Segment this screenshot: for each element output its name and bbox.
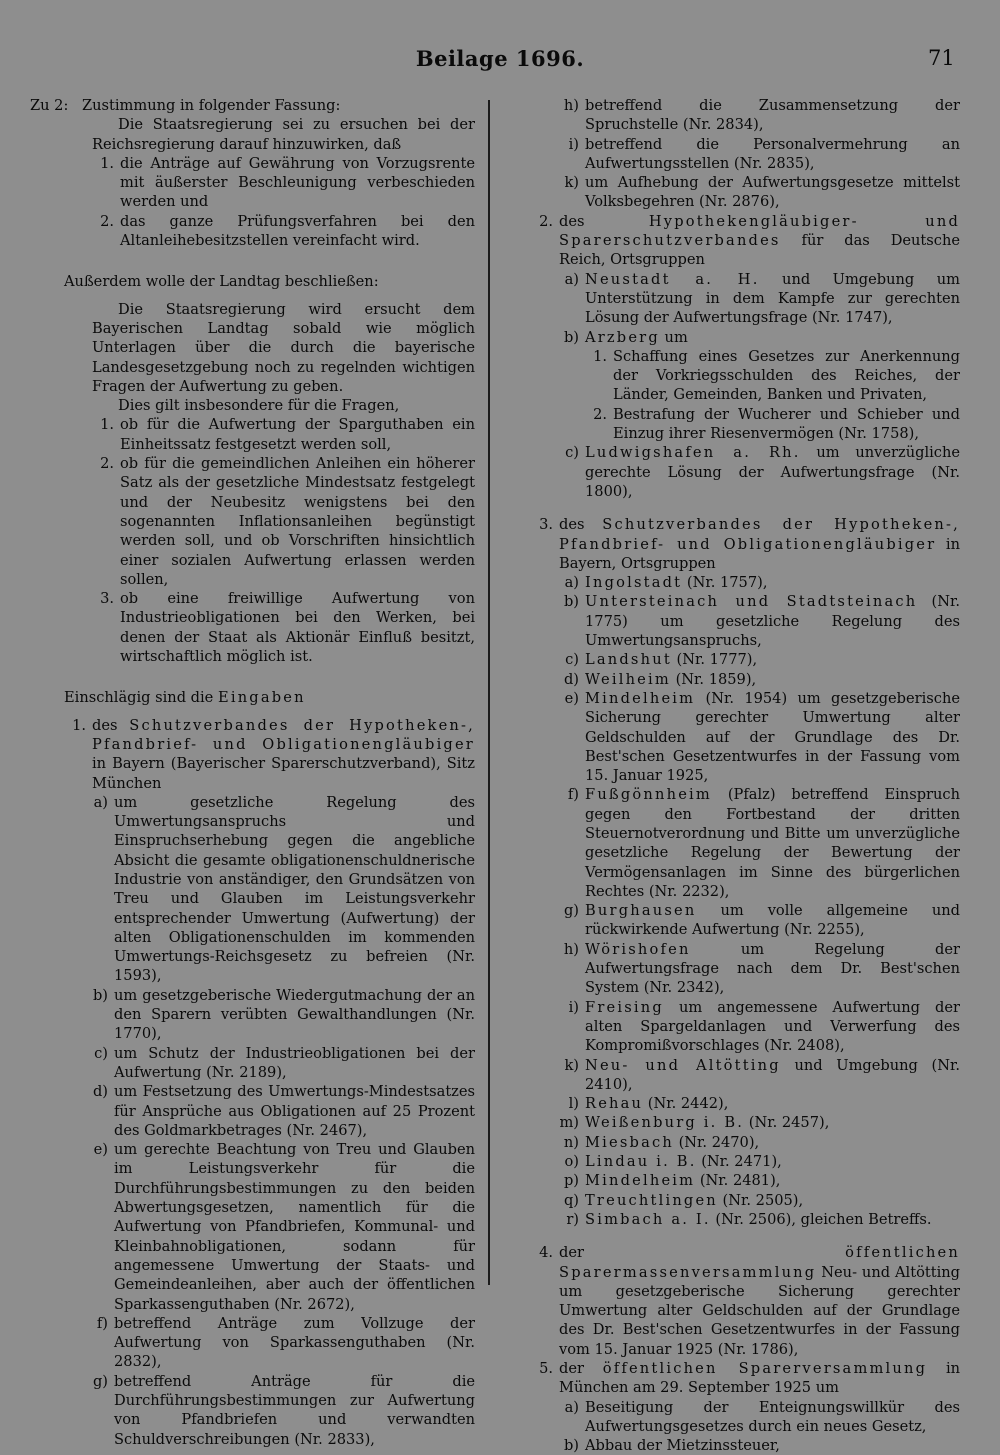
zu2-intro: Die Staatsregierung sei zu ersuchen bei der Reichsregierung darauf hinzuwirken, daß xyxy=(92,116,475,153)
item-number: 1. xyxy=(100,416,114,434)
item-letter: i) xyxy=(568,135,579,153)
eingabe-post: für das Deutsche Reich, Ortsgruppen xyxy=(559,232,960,269)
item-text xyxy=(585,1210,960,1229)
place-name: Untersteinach und Stadtsteinach xyxy=(585,593,918,611)
place-name: Miesbach xyxy=(585,1133,674,1151)
place-name: Mindelheim xyxy=(585,1172,696,1190)
item-letter: c) xyxy=(565,651,579,669)
item-text: betreffend Anträge zum Vollzuge der Aufwertung von Sparkassenguthaben (Nr. 2832), xyxy=(114,1314,475,1371)
item-number: 1. xyxy=(100,154,114,172)
item-text: betreffend Anträge für die Durchführungsbestimmungen zur Aufwertung von Pfandbriefen und verwandten Schuldverschreibungen (Nr. 2833), xyxy=(114,1372,475,1448)
item-letter: b) xyxy=(563,1437,579,1455)
einschlaegig-word: Eingaben xyxy=(217,689,306,707)
item-desc: um xyxy=(664,328,688,346)
eingabe-item xyxy=(555,901,960,940)
eingabe-post: Neu- und Altötting um gesetzgeberische Sicherung gerechter Umwertung alter Geldschulden auf der Grundlage des Dr. Best'schen Gesetzentwurfes in der Fassung vom 15. Januar 1925 (Nr. 1786), xyxy=(559,1263,960,1358)
item-text xyxy=(585,270,960,328)
page-number: 71 xyxy=(928,46,955,70)
item-letter: l) xyxy=(568,1095,579,1113)
eingabe-item xyxy=(555,785,960,901)
item-text: betreffend die Zusammensetzung der Spruchstelle (Nr. 2834), xyxy=(585,97,960,134)
eingabe-number: 4. xyxy=(539,1244,553,1262)
place-name: Freising xyxy=(585,998,664,1016)
item-letter: q) xyxy=(563,1191,579,1209)
item-desc: (Nr. 1757), xyxy=(686,574,768,592)
item-text: Bestrafung der Wucherer und Schieber und Einzug ihrer Riesenvermögen (Nr. 1758), xyxy=(613,405,960,443)
item-text xyxy=(585,592,960,650)
staatsreg-text: Die Staatsregierung wird ersucht dem Bayerischen Landtag sobald wie möglich Unterlagen über die durch die bayerische Landesgesetzgebung noch zu regelnden wichtigen Fragen der Aufwertung zu geben. xyxy=(92,300,475,395)
place-name: Ludwigshafen a. Rh. xyxy=(585,444,801,462)
item-number: 2. xyxy=(100,212,114,230)
eingabe-text xyxy=(559,1359,960,1398)
item-letter: k) xyxy=(564,174,579,192)
eingabe-pre: des xyxy=(559,212,585,230)
eingabe-item xyxy=(555,1094,960,1113)
item-letter: b) xyxy=(563,328,579,346)
eingabe-item xyxy=(555,270,960,328)
ausserdem-text: Außerdem wolle der Landtag beschließen: xyxy=(64,273,379,291)
frage-item xyxy=(30,589,475,666)
place-name: Ingolstadt xyxy=(585,574,683,592)
zu2-heading-text: Zustimmung in folgender Fassung: xyxy=(82,97,341,114)
sub-item xyxy=(555,347,960,405)
eingabe-1 xyxy=(30,716,475,793)
item-text xyxy=(585,901,960,940)
eingabe-item xyxy=(555,592,960,650)
eingabe-number: 3. xyxy=(539,516,553,534)
place-name: Weißenburg i. B. xyxy=(585,1114,745,1132)
item-letter: o) xyxy=(564,1153,579,1171)
item-text: die Anträge auf Gewährung von Vorzugsrente mit äußerster Beschleunigung verbeschieden werden und xyxy=(120,154,475,211)
item-letter: k) xyxy=(564,1056,579,1074)
item-number: 3. xyxy=(100,590,114,608)
item-letter: h) xyxy=(563,97,579,114)
item-desc: (Nr. 2457), xyxy=(748,1114,830,1132)
eingabe-text xyxy=(559,1243,960,1359)
item-text xyxy=(585,1056,960,1095)
item-desc: um unverzügliche gerechte Lösung der Aufwertungsfrage (Nr. 1800), xyxy=(585,444,960,500)
place-name: Burghausen xyxy=(585,902,697,920)
item-text xyxy=(585,1113,960,1132)
place-name: Neustadt a. H. xyxy=(585,270,760,288)
item-letter: d) xyxy=(563,670,579,688)
item-text: um gerechte Beachtung von Treu und Glauben im Leistungsverkehr für die Durchführungsbestimmungen zu den beiden Abwertungsgesetzen, namentlich für die Aufwertung von Pfandbriefen, Kommunal- und Kleinbahnobligationen, sodann für angemessene Umwertung der Staats- und Gemeindeanleihen, aber auch der öffentlichen Sparkassenguthaben (Nr. 2672), xyxy=(114,1141,475,1313)
place-name: Landshut xyxy=(585,651,672,669)
place-name: Rehau xyxy=(585,1095,644,1113)
item-text xyxy=(585,443,960,501)
eingabe-post: in München am 29. September 1925 um xyxy=(559,1360,961,1397)
eingabe-item xyxy=(30,1140,475,1314)
eingabe-number: 1. xyxy=(72,716,86,734)
item-letter: g) xyxy=(92,1372,108,1390)
item-letter: b) xyxy=(563,593,579,611)
eingabe-item xyxy=(30,1082,475,1140)
place-name: Arzberg xyxy=(585,328,660,346)
item-desc: (Nr. 2442), xyxy=(647,1095,729,1113)
item-text: Beseitigung der Enteignungswillkür des Aufwertungsgesetzes durch ein neues Gesetz, xyxy=(585,1398,960,1435)
item-desc: (Nr. 2506), gleichen Betreffs. xyxy=(715,1210,932,1228)
eingabe-3-list xyxy=(555,573,960,1229)
left-column xyxy=(30,96,475,1449)
item-text: ob eine freiwillige Aufwertung von Industrieobligationen bei den Werken, bei denen der Staat als Aktionär Einfluß besitzt, wirtschaftlich möglich ist. xyxy=(120,590,475,666)
eingabe-item xyxy=(555,443,960,501)
eingabe-item xyxy=(555,135,960,174)
eingabe-text xyxy=(92,716,475,793)
sub-item xyxy=(555,405,960,444)
item-letter: c) xyxy=(94,1044,108,1062)
item-letter: n) xyxy=(563,1133,579,1151)
item-text xyxy=(585,650,960,669)
item-letter: d) xyxy=(92,1083,108,1101)
eingabe-post: in Bayern, Ortsgruppen xyxy=(559,535,960,572)
item-text xyxy=(585,940,960,998)
item-letter: e) xyxy=(564,689,579,707)
item-desc: um volle allgemeine und rückwirkende Aufwertung (Nr. 2255), xyxy=(585,902,961,939)
eingabe-item xyxy=(555,1398,960,1437)
item-desc: um angemessene Aufwertung der alten Spargeldanlagen und Verwerfung des Kompromißvorschlages (Nr. 2408), xyxy=(585,998,960,1055)
place-name: Fußgönnheim xyxy=(585,786,712,804)
item-text: das ganze Prüfungsverfahren bei den Altanleihebesitzstellen vereinfacht wird. xyxy=(120,212,475,250)
item-letter: b) xyxy=(92,986,108,1004)
item-desc: (Nr. 2471), xyxy=(701,1153,782,1171)
item-desc: (Nr. 1859), xyxy=(675,670,757,688)
column-divider xyxy=(488,100,490,1285)
item-desc: (Nr. 2481), xyxy=(699,1172,781,1190)
item-text: Abbau der Mietzinssteuer, xyxy=(585,1437,780,1455)
eingabe-item xyxy=(555,670,960,689)
zu2-label: Zu 2: xyxy=(30,97,69,114)
place-name: Wörishofen xyxy=(585,940,691,958)
item-letter: g) xyxy=(563,902,579,920)
item-text: ob für die Aufwertung der Sparguthaben ein Einheitssatz festgesetzt werden soll, xyxy=(120,416,475,453)
item-text: Schaffung eines Gesetzes zur Anerkennung der Vorkriegsschulden des Reiches, der Länder, Gemeinden, Banken und Privaten, xyxy=(613,347,960,404)
eingabe-text xyxy=(559,212,960,270)
eingabe-2 xyxy=(531,212,960,270)
item-text xyxy=(585,1094,960,1113)
place-name: Treuchtlingen xyxy=(585,1191,718,1209)
eingabe-item xyxy=(555,1191,960,1210)
eingabe-item xyxy=(555,328,960,347)
item-number: 2. xyxy=(100,455,114,473)
item-letter: c) xyxy=(565,444,579,462)
eingabe-item xyxy=(555,1171,960,1190)
eingabe-item xyxy=(555,689,960,785)
item-text xyxy=(585,1171,960,1190)
item-letter: a) xyxy=(564,574,579,592)
item-text xyxy=(585,998,960,1056)
item-text xyxy=(585,1152,960,1171)
item-desc: (Nr. 1777), xyxy=(676,651,758,669)
eingabe-org-name: öffentlichen Sparermassenversammlung xyxy=(559,1244,960,1281)
eingabe-item xyxy=(555,1056,960,1095)
item-text: um Festsetzung des Umwertungs-Mindestsatzes für Ansprüche aus Obligationen auf 25 Prozent des Goldmarkbetrages (Nr. 2467), xyxy=(114,1083,475,1139)
item-text xyxy=(585,689,960,785)
item-desc: (Nr. 1954) um gesetzgeberische Sicherung gerechter Umwertung alter Geldschulden auf der Grundlage des Dr. Best'schen Gesetzentwurfes in der Fassung vom 15. Januar 1925, xyxy=(585,689,961,785)
zu2-item xyxy=(30,154,475,212)
place-name: Simbach a. I. xyxy=(585,1210,711,1228)
place-name: Neu- und Altötting xyxy=(585,1056,781,1074)
item-letter: a) xyxy=(564,1398,579,1416)
item-text xyxy=(585,328,960,347)
eingabe-text xyxy=(559,515,960,573)
eingabe-pre: des xyxy=(559,516,585,534)
eingabe-item xyxy=(555,650,960,669)
eingabe-org-name: Schutzverbandes der Hypotheken-, Pfandbrief- und Obligationengläubiger xyxy=(559,516,960,553)
eingabe-item xyxy=(30,1372,475,1449)
eingabe-5 xyxy=(531,1359,960,1398)
item-text xyxy=(585,1191,960,1210)
eingabe-item xyxy=(555,96,960,135)
einschlaegig-heading xyxy=(30,688,475,707)
eingabe-number: 5. xyxy=(539,1360,553,1377)
item-desc: und Umgebung um Unterstützung in dem Kampfe zur gerechten Lösung der Aufwertungsfrage (Nr. 1747), xyxy=(585,270,960,327)
item-text: um gesetzliche Regelung des Umwertungsanspruchs und Einspruchserhebung gegen die angebliche Absicht die gesamte obligationenschuldnerische Industrie von anständiger, den Grundsätzen von Treu und Glauben im Leistungsverkehr entsprechender Umwertung (Aufwertung) der alten Obligationenschulden im kommenden Umwertungs-Reichsgesetz zu befreien (Nr. 1593), xyxy=(114,793,475,985)
item-text: um Aufhebung der Aufwertungsgesetze mittelst Volksbegehren (Nr. 2876), xyxy=(585,174,960,211)
eingabe-item xyxy=(555,573,960,592)
item-letter: h) xyxy=(563,940,579,958)
eingabe-org-name: öffentlichen Sparerversammlung xyxy=(602,1360,928,1377)
eingabe-item xyxy=(555,1133,960,1152)
eingabe-org-name: Hypothekengläubiger- und Sparerschutzverbandes xyxy=(559,212,961,250)
item-desc: und Umgebung (Nr. 2410), xyxy=(585,1056,961,1093)
item-letter: e) xyxy=(93,1141,108,1159)
eingabe-item xyxy=(30,793,475,986)
eingabe-item xyxy=(555,1210,960,1229)
page-header-title: Beilage 1696. xyxy=(415,46,585,71)
eingabe-4 xyxy=(531,1243,960,1359)
eingabe-3 xyxy=(531,515,960,573)
item-desc: (Nr. 2470), xyxy=(678,1133,760,1151)
zu2-item xyxy=(30,212,475,251)
item-letter: r) xyxy=(566,1210,579,1228)
item-text xyxy=(585,573,960,592)
item-text: betreffend die Personalvermehrung an Aufwertungsstellen (Nr. 2835), xyxy=(585,135,960,172)
eingabe-number: 2. xyxy=(539,212,553,230)
item-letter: i) xyxy=(568,998,579,1016)
eingabe-pre: der xyxy=(559,1360,584,1377)
place-name: Weilheim xyxy=(585,670,671,688)
item-desc: um Regelung der Aufwertungsfrage nach dem Dr. Best'schen System (Nr. 2342), xyxy=(585,940,960,997)
einschlaegig-pre: Einschlägig sind die xyxy=(64,689,214,707)
item-text: um Schutz der Industrieobligationen bei der Aufwertung (Nr. 2189), xyxy=(114,1044,475,1081)
eingabe-item xyxy=(555,998,960,1056)
item-number: 1. xyxy=(593,347,607,365)
item-text xyxy=(585,1133,960,1152)
item-number: 2. xyxy=(593,405,607,423)
eingabe-item xyxy=(30,1314,475,1372)
item-letter: f) xyxy=(96,1314,108,1332)
eingabe-post: in Bayern (Bayerischer Sparerschutzverband), Sitz München xyxy=(92,755,475,792)
item-letter: m) xyxy=(559,1114,579,1132)
item-text: um gesetzgeberische Wiedergutmachung der an den Sparern verübten Gewalthandlungen (Nr. 1770), xyxy=(114,986,475,1043)
zu2-heading xyxy=(30,96,475,115)
item-text: ob für die gemeindlichen Anleihen ein höherer Satz als der gesetzliche Mindestsatz festgelegt und der Neubesitz wenigstens bei den sogenannten Inflationsanleihen begünstigt werden soll, und ob Vorschriften hinsichtlich einer sozialen Aufwertung erlassen werden sollen, xyxy=(120,455,475,588)
item-text xyxy=(585,670,960,689)
eingabe-item xyxy=(555,1152,960,1171)
eingabe-item xyxy=(555,1113,960,1132)
item-letter: f) xyxy=(567,786,579,804)
right-column xyxy=(539,96,961,1455)
eingabe-pre: der xyxy=(559,1244,584,1262)
item-desc: (Nr. 2505), xyxy=(722,1191,804,1209)
frage-item xyxy=(30,454,475,589)
eingabe-item xyxy=(555,1436,960,1455)
eingabe-org-name: Schutzverbandes der Hypotheken-, Pfandbrief- und Obligationengläubiger xyxy=(92,716,475,753)
eingabe-item xyxy=(555,940,960,998)
item-desc: (Pfalz) betreffend Einspruch gegen den Fortbestand der dritten Steuernotverordnung und Bitte um unverzügliche gesetzliche Regelung der Bewertung der Vermögensanlagen im Sinne des bürgerlichen Rechtes (Nr. 2232), xyxy=(585,786,960,900)
item-letter: p) xyxy=(563,1172,579,1190)
dies-gilt-text: Dies gilt insbesondere für die Fragen, xyxy=(118,397,400,415)
eingabe-item xyxy=(30,1044,475,1083)
item-letter: a) xyxy=(564,270,579,288)
eingabe-item xyxy=(30,986,475,1044)
place-name: Lindau i. B. xyxy=(585,1153,697,1171)
eingabe-item xyxy=(555,173,960,212)
item-desc: (Nr. 1775) um gesetzliche Regelung des Umwertungsanspruchs, xyxy=(585,593,960,650)
item-letter: a) xyxy=(93,793,108,811)
item-text xyxy=(585,785,960,901)
eingabe-pre: des xyxy=(92,716,118,734)
frage-item xyxy=(30,415,475,454)
place-name: Mindelheim xyxy=(585,689,696,707)
